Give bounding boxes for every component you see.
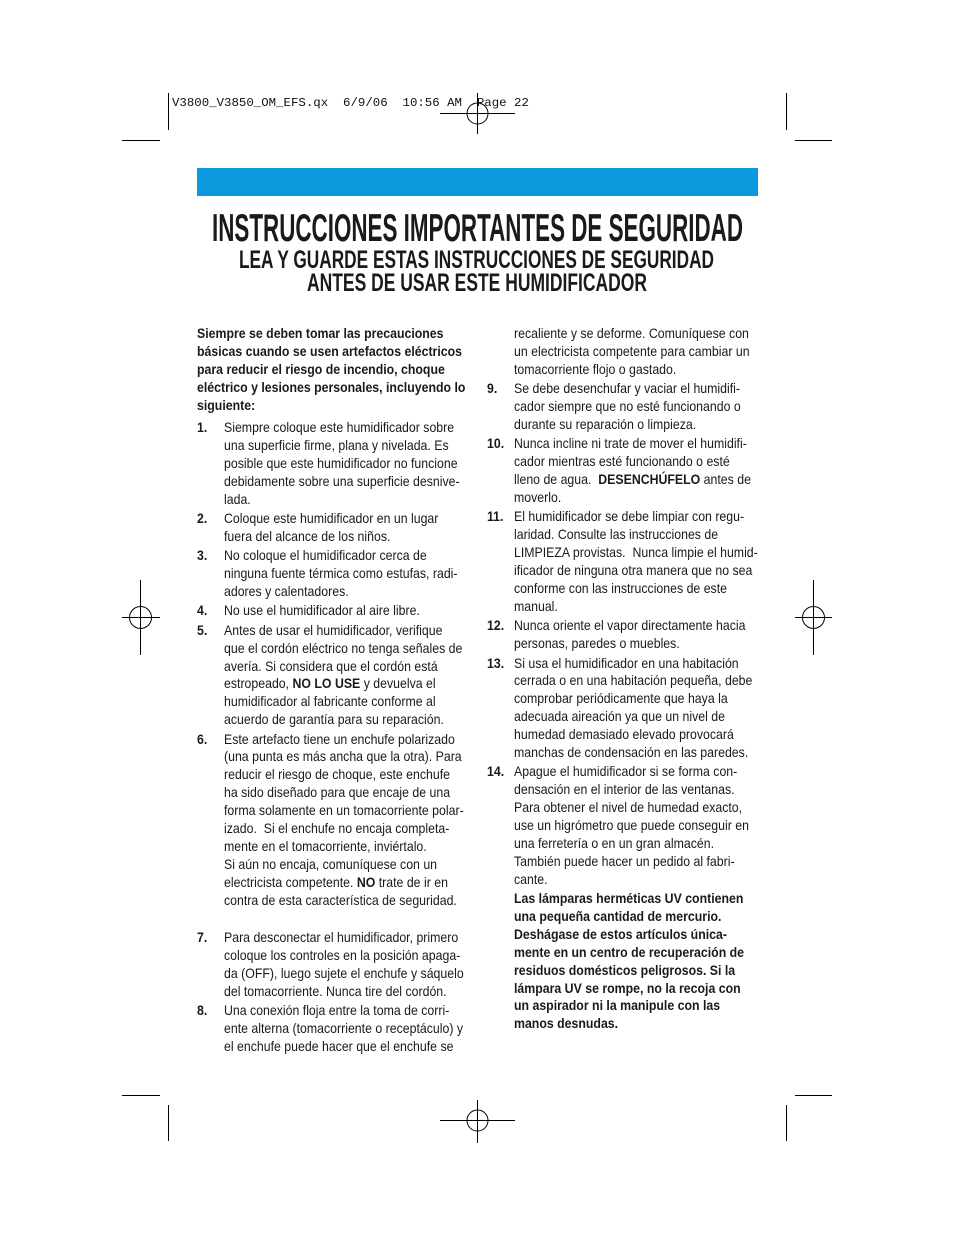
text-line: contra de esta característica de seguridad. [224,891,457,908]
text-line: lada. [224,490,251,507]
text-line: Una conexión floja entre la toma de corri- [224,1001,450,1018]
mercury-warning-paragraph [487,890,760,1033]
text-segment: antes de [700,471,751,488]
item-number: 3. [197,547,208,564]
text-line: No coloque el humidificador cerca de [224,547,427,564]
list-item-9 [487,380,760,434]
text-line: tomacorriente flojo o gastado. [514,360,677,377]
list-item-10 [487,435,760,507]
text-line: siguiente: [197,396,256,413]
text-line: personas, paredes o muebles. [514,635,680,652]
registration-mark-left [122,580,160,655]
item-number: 5. [197,621,208,638]
text-line: Nunca oriente el vapor directamente hacia [514,617,746,634]
list-item-6 [197,731,470,910]
emphasis-text: NO LO USE [292,675,361,692]
text-line: manual. [514,597,558,614]
list-item-3 [197,547,470,601]
text-line: use un higrómetro que puede conseguir en [514,817,749,834]
text-line: mente en un centro de recuperación de [514,943,745,960]
text-line: ninguna fuente térmica como estufas, radi- [224,565,458,582]
list-item-5 [197,622,470,729]
text-line: Nunca incline ni trate de mover el humidifi- [514,435,747,452]
printer-slug: V3800_V3850_OM_EFS.qx 6/9/06 10:56 AM Page 22 [172,96,529,110]
blue-banner [197,168,758,196]
text-line: laridad. Consulte las instrucciones de [514,526,719,543]
text-line: cante. [514,870,548,887]
text-line: fuera del alcance de los niños. [224,527,391,544]
right-column [487,325,760,1033]
text-line: recaliente y se deforme. Comuníquese con [514,325,749,341]
text-line: lámpara UV se rompe, no la recoja con [514,979,741,996]
list-item-14 [487,763,760,888]
text-line: del tomacorriente. Nunca tire del cordón. [224,982,447,999]
left-column [197,325,470,1056]
page-subtitle-line-1: LEA Y GUARDE ESTAS INSTRUCCIONES DE SEGURIDAD [239,246,714,274]
text-segment: lleno de agua. [514,471,599,488]
text-line: residuos domésticos peligrosos. Si la [514,961,736,978]
item-number: 6. [197,730,208,747]
text-line: moverlo. [514,489,562,506]
text-segment: trate de ir en [375,873,448,890]
text-line: cerrada o en una habitación pequeña, debe [514,672,753,689]
item-number: 9. [487,380,498,397]
text-line: acuerdo de garantía para su reparación. [224,711,444,728]
list-item-11 [487,508,760,615]
text-line: LIMPIEZA provistas. Nunca limpie el humid- [514,544,758,561]
item-number: 10. [487,435,505,452]
text-line: Siempre se deben tomar las precauciones [197,325,444,341]
text-line: densación en el interior de las ventanas. [514,781,735,798]
list-item-7 [197,929,470,1001]
registration-mark-top [440,93,515,134]
text-line: (una punta es más ancha que la otra). Para [224,748,462,765]
text-line: Las lámparas herméticas UV contienen [514,890,744,907]
text-segment: y devuelva el [360,675,436,692]
text-line: un aspirador ni la manipule con las [514,997,721,1014]
text-line: ente alterna (tomacorriente o receptáculo) y [224,1019,464,1036]
text-line: Se debe desenchufar y vaciar el humidifi- [514,380,740,397]
item-number: 8. [197,1001,208,1018]
text-line: Este artefacto tiene un enchufe polarizado [224,730,455,747]
text-segment: estropeado, [224,675,293,692]
list-item-8-continued [487,325,760,379]
page-subtitle-line-2: ANTES DE USAR ESTE HUMIDIFICADOR [307,269,647,297]
item-number: 14. [487,763,505,780]
text-line: eléctrico y lesiones personales, incluyendo lo [197,378,466,395]
text-segment: electricista competente. [224,873,357,890]
text-line: posible que este humidificador no funcione [224,454,458,471]
text-line: ha sido diseñado para que encaje de una [224,784,451,801]
list-item-4 [197,602,470,620]
list-item-13 [487,655,760,762]
intro-paragraph [197,325,470,414]
item-number: 13. [487,654,505,671]
text-line: conforme con las instrucciones de este [514,579,727,596]
item-number: 11. [487,508,504,525]
text-line: adecuada aireación ya que un nivel de [514,708,725,725]
text-line: que el cordón eléctrico no tenga señales de [224,639,463,656]
list-item-12 [487,617,760,653]
text-line: coloque los controles en la posición apaga- [224,946,461,963]
item-number: 4. [197,602,208,619]
item-number: 12. [487,617,505,634]
list-item-2 [197,510,470,546]
text-line: Para obtener el nivel de humedad exacto, [514,799,743,816]
text-line: cador siempre que no esté funcionando o [514,398,741,415]
text-line: ificador de ninguna otra manera que no sea [514,562,753,579]
text-line: debidamente sobre una superficie desnive- [224,472,460,489]
list-item-1 [197,419,470,508]
text-line: avería. Si considera que el cordón está [224,657,438,674]
item-number: 7. [197,928,208,945]
text-line: comprobar periódicamente que haya la [514,690,728,707]
text-line: una ferretería o en un gran almacén. [514,834,714,851]
text-line [224,675,470,693]
text-line [514,471,760,489]
item-number: 1. [197,418,208,435]
text-line: mente en el tomacorriente, inviértalo. [224,837,427,854]
text-line: manos desnudas. [514,1015,619,1032]
text-line: No use el humidificador al aire libre. [224,602,420,619]
registration-mark-right [795,580,832,655]
text-line: un electricista competente para cambiar un [514,342,750,359]
text-line: Antes de usar el humidificador, verifique [224,621,443,638]
text-line: Si usa el humidificador en una habitación [514,654,739,671]
text-line: básicas cuando se usen artefactos eléctricos [197,342,463,359]
text-line: forma solamente en un tomacorriente polar- [224,802,464,819]
emphasis-text: NO [356,873,376,890]
text-line: Para desconectar el humidificador, primero [224,928,459,945]
text-line: Si aún no encaja, comuníquese con un [224,855,438,872]
registration-mark-bottom [440,1100,515,1143]
text-line: durante su reparación o limpieza. [514,415,697,432]
text-line: para reducir el riesgo de incendio, choque [197,360,445,377]
item-number: 2. [197,509,208,526]
text-line: humidificador al fabricante conforme al [224,693,436,710]
page-title: INSTRUCCIONES IMPORTANTES DE SEGURIDAD [212,207,743,250]
text-line: Apague el humidificador si se forma con- [514,763,738,780]
text-line: cador mientras esté funcionando o esté [514,453,730,470]
text-line [224,874,470,892]
text-line: Coloque este humidificador en un lugar [224,509,439,526]
list-item-8 [197,1002,470,1056]
text-line: da (OFF), luego sujete el enchufe y sáquelo [224,964,464,981]
text-line: el enchufe puede hacer que el enchufe se [224,1037,454,1054]
text-line: manchas de condensación en las paredes. [514,743,749,760]
text-line: Siempre coloque este humidificador sobre [224,418,455,435]
text-line: una superficie firme, plana y nivelada. Es [224,436,449,453]
emphasis-text: DESENCHÚFELO [598,471,701,488]
text-line: Deshágase de estos artículos única- [514,925,727,942]
text-line: humedad demasiado elevado provocará [514,726,734,743]
text-line: una pequeña cantidad de mercurio. [514,908,722,924]
text-line: También puede hacer un pedido al fabri- [514,852,735,869]
text-line: El humidificador se debe limpiar con regu- [514,508,745,525]
text-line: reducir el riesgo de choque, este enchufe [224,766,451,783]
text-line: adores y calentadores. [224,582,349,599]
text-line: izado. Si el enchufe no encaja completa- [224,820,450,837]
